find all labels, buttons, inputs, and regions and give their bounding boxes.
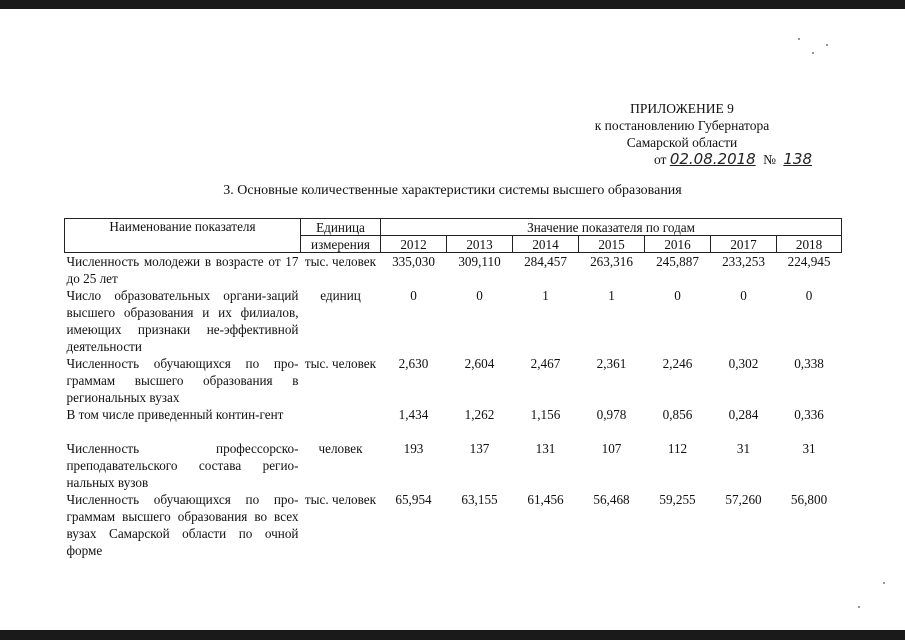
indicator-value: 137 — [469, 441, 490, 456]
indicator-value: 0,284 — [728, 407, 759, 422]
indicator-value: 65,954 — [395, 492, 432, 507]
indicator-name: Численность молодежи в возрасте от 17 до 25 лет — [66, 254, 299, 286]
indicator-value: 0 — [476, 288, 483, 303]
indicator-value: 61,456 — [527, 492, 564, 507]
indicator-value: 0 — [805, 288, 813, 303]
indicator-value: 2,361 — [596, 356, 627, 371]
appendix-line-region: Самарской области — [626, 135, 738, 150]
header-year: 2017 — [711, 236, 777, 253]
header-indicator-name: Наименование показателя — [65, 219, 301, 253]
indicator-name: Численность обучающихся по про-граммам высшего образования во всех вузах Самарской области по очной форме — [66, 492, 299, 558]
scan-speck — [812, 52, 814, 54]
header-year: 2018 — [777, 236, 842, 253]
appendix-block — [552, 100, 812, 168]
indicator-value: 245,887 — [656, 254, 699, 269]
indicator-value: 2,246 — [662, 356, 693, 371]
indicator-value: 0,978 — [596, 407, 627, 422]
indicator-name: Число образовательных органи-заций высшего образования и их филиалов, имеющих признаки не-эффективной деятельности — [66, 288, 299, 354]
indicator-value: 0 — [410, 288, 417, 303]
header-year: 2016 — [645, 236, 711, 253]
indicator-value: 0,338 — [794, 356, 824, 371]
date-prefix: от — [653, 152, 667, 167]
scan-speck — [826, 44, 828, 46]
indicator-value: 233,253 — [722, 254, 765, 269]
indicator-value: 0,302 — [728, 356, 759, 371]
handwritten-date: 02.08.2018 — [669, 150, 756, 168]
appendix-date-line — [552, 151, 812, 168]
indicator-value: 0,856 — [662, 407, 693, 422]
table-row — [65, 355, 842, 406]
header-year: 2015 — [579, 236, 645, 253]
indicator-value: 63,155 — [461, 492, 498, 507]
indicator-value: 1 — [542, 288, 549, 303]
scan-speck — [798, 38, 800, 40]
table-row — [65, 491, 842, 559]
header-year: 2013 — [447, 236, 513, 253]
scan-speck — [883, 582, 885, 584]
indicator-value: 2,630 — [398, 356, 429, 371]
scan-border-bottom — [0, 630, 905, 640]
indicator-value: 193 — [403, 441, 424, 456]
indicator-unit: человек — [318, 441, 363, 456]
indicator-value: 56,468 — [593, 492, 630, 507]
handwritten-number: 138 — [783, 150, 812, 168]
table-row — [65, 287, 842, 355]
indicator-value: 1,434 — [398, 407, 429, 422]
indicator-value: 335,030 — [392, 254, 435, 269]
indicator-unit: тыс. человек — [304, 254, 377, 269]
indicator-value: 31 — [802, 441, 816, 456]
indicator-value: 284,457 — [524, 254, 567, 269]
header-year: 2014 — [513, 236, 579, 253]
appendix-line-decree: к постановлению Губернатора — [594, 118, 770, 133]
indicator-name: В том числе приведенный контин-гент — [66, 407, 284, 422]
indicator-name: Численность профессорско-преподавательского состава регио-нальных вузов — [66, 441, 299, 490]
table-row — [65, 253, 842, 288]
number-sign: № — [763, 152, 776, 167]
indicator-value: 0 — [740, 288, 747, 303]
indicators-table — [64, 218, 842, 559]
indicator-unit — [301, 406, 381, 440]
header-unit-line2: измерения — [301, 236, 381, 253]
indicator-value: 57,260 — [725, 492, 762, 507]
indicator-value: 0,336 — [794, 407, 824, 422]
indicator-value: 309,110 — [458, 254, 501, 269]
indicator-value: 56,800 — [790, 492, 828, 507]
scan-speck — [858, 606, 860, 608]
indicator-value: 107 — [601, 441, 622, 456]
indicator-value: 2,467 — [530, 356, 561, 371]
indicator-value: 1,262 — [464, 407, 495, 422]
header-values-by-year: Значение показателя по годам — [381, 219, 842, 236]
indicator-unit: тыс. человек — [304, 492, 377, 507]
table-row — [65, 440, 842, 491]
indicator-value: 1 — [608, 288, 615, 303]
header-unit-line1: Единица — [301, 219, 381, 236]
indicator-unit: тыс. человек — [304, 356, 377, 371]
indicator-value: 112 — [667, 441, 688, 456]
indicator-unit: единиц — [320, 288, 361, 303]
appendix-title: ПРИЛОЖЕНИЕ 9 — [630, 101, 734, 116]
indicator-value: 0 — [674, 288, 681, 303]
indicator-value: 31 — [736, 441, 751, 456]
indicator-value: 2,604 — [464, 356, 495, 371]
table-row — [65, 406, 842, 440]
indicator-value: 131 — [535, 441, 556, 456]
header-year: 2012 — [381, 236, 447, 253]
indicator-value: 224,945 — [787, 254, 831, 269]
scan-border-top — [0, 0, 905, 9]
indicator-value: 1,156 — [530, 407, 561, 422]
indicator-value: 59,255 — [659, 492, 696, 507]
indicator-value: 263,316 — [590, 254, 633, 269]
indicator-name: Численность обучающихся по про-граммам высшего образования в региональных вузах — [66, 356, 299, 405]
section-title: 3. Основные количественные характеристики системы высшего образования — [223, 183, 682, 198]
